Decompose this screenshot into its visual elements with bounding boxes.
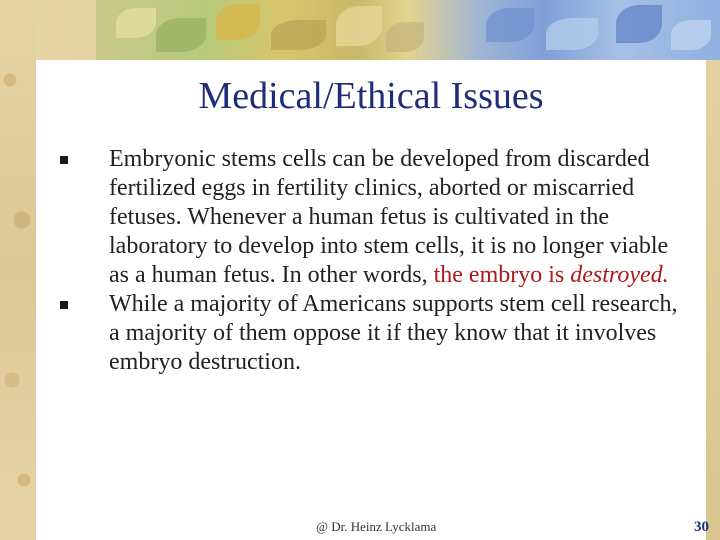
- slide-footer: @ Dr. Heinz Lycklama: [316, 519, 437, 534]
- bullet-list: [60, 145, 690, 377]
- emphasis-text: the embryo is: [433, 262, 571, 288]
- parchment-border-left: [0, 0, 36, 540]
- slide-title: Medical/Ethical Issues: [198, 75, 544, 117]
- emphasis-italic-text: destroyed.: [570, 262, 669, 288]
- parchment-border-right: [706, 0, 720, 540]
- bullet-item-majority-americans: [60, 290, 690, 377]
- page-number: 30: [694, 519, 709, 535]
- bullet-text: Embryonic stems cells can be developed from discarded fertilized eggs in fertility clinics, aborted or miscarried fetuses. Whenever a human fetus is cultivated in the laboratory to develop into stem cells, it is no longer viable as a human fetus. In other words,: [109, 146, 669, 288]
- square-bullet-icon: [60, 156, 68, 164]
- floral-header-image: [96, 0, 720, 60]
- bullet-item-embryonic-cells: [60, 145, 690, 290]
- square-bullet-icon: [60, 301, 68, 309]
- bullet-text: While a majority of Americans supports stem cell research, a majority of them oppose it if they know that it involves embryo destruction.: [109, 291, 678, 375]
